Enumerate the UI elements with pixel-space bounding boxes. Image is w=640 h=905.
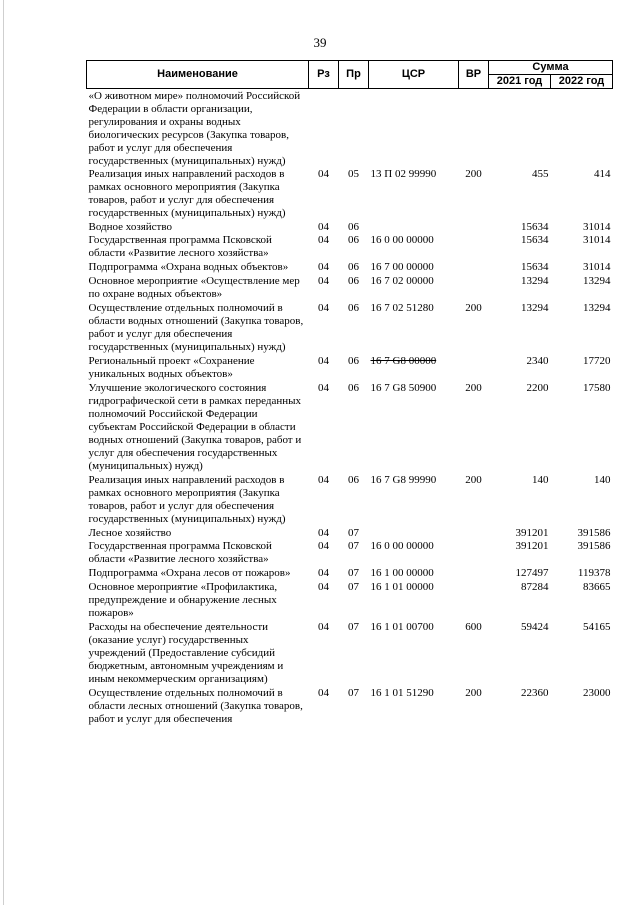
row-csr	[369, 526, 459, 540]
row-sum-2022: 391586	[577, 527, 611, 539]
page-number: 39	[313, 35, 327, 50]
row-vr	[459, 234, 489, 260]
row-rz: 04	[318, 621, 329, 633]
row-csr: 13 П 02 99990	[370, 168, 437, 180]
header-sum: Сумма	[489, 61, 613, 75]
row-pr: 06	[348, 275, 359, 287]
header-pr: Пр	[339, 61, 369, 89]
table-row	[87, 168, 613, 220]
table-row	[87, 580, 613, 620]
row-pr: 07	[348, 621, 359, 633]
row-sum-2021: 13294	[521, 275, 549, 287]
table-row	[87, 301, 613, 354]
row-vr: 600	[465, 621, 482, 633]
row-csr: 16 1 01 00700	[370, 621, 434, 633]
table-row	[87, 526, 613, 540]
row-name: Региональный проект «Сохранение уникальных водных объектов»	[88, 355, 255, 380]
row-pr: 06	[348, 234, 359, 246]
row-sum-2021: 2340	[526, 355, 549, 367]
row-sum-2021: 140	[532, 474, 549, 486]
row-name: Государственная программа Псковской области «Развитие лесного хозяйства»	[88, 540, 272, 565]
row-rz: 04	[318, 474, 329, 486]
row-csr: 16 0 00 00000	[370, 540, 434, 552]
table-row	[87, 566, 613, 580]
row-vr	[459, 260, 489, 274]
row-sum-2022: 31014	[583, 221, 611, 233]
row-rz: 04	[318, 355, 329, 367]
row-vr	[459, 354, 489, 381]
row-name: Расходы на обеспечение деятельности (оказание услуг) государственных учреждений (Предоставление субсидий бюджетным, автономным учреждениям и иным некоммерческим организациям)	[88, 621, 284, 685]
row-sum-2021: 391201	[515, 540, 549, 552]
row-csr: 16 7 02 00000	[370, 275, 434, 287]
row-rz: 04	[318, 302, 329, 314]
row-sum-2022: 31014	[583, 234, 611, 246]
table-row	[87, 354, 613, 381]
row-pr: 07	[348, 540, 359, 552]
row-sum-2021: 127497	[515, 567, 549, 579]
row-csr: 16 7 G8 50900	[370, 382, 437, 394]
row-vr	[459, 220, 489, 234]
row-sum-2022: 17580	[583, 382, 611, 394]
row-csr: 16 7 G8 99990	[370, 474, 437, 486]
row-name: Основное мероприятие «Профилактика, предупреждение и обнаружение лесных пожаров»	[88, 581, 278, 619]
row-pr: 07	[348, 687, 359, 699]
table-row	[87, 473, 613, 526]
row-pr: 06	[348, 261, 359, 273]
row-vr	[459, 540, 489, 566]
row-name: Осуществление отдельных полномочий в области водных отношений (Закупка товаров, работ и услуг для обеспечения государственных (муниципальных) нужд)	[88, 302, 304, 353]
header-name: Наименование	[87, 61, 309, 89]
table-row	[87, 381, 613, 473]
row-name: Лесное хозяйство	[88, 527, 172, 539]
row-sum-2021	[489, 89, 551, 169]
row-rz: 04	[318, 275, 329, 287]
row-vr: 200	[465, 474, 482, 486]
row-sum-2021: 15634	[521, 234, 549, 246]
row-sum-2022: 119378	[577, 567, 611, 579]
row-sum-2022: 140	[594, 474, 611, 486]
row-csr: 16 7 G8 00000	[370, 355, 437, 367]
row-pr: 07	[348, 581, 359, 593]
row-csr: 16 1 01 51290	[370, 687, 434, 699]
header-csr: ЦСР	[369, 61, 459, 89]
row-rz: 04	[318, 567, 329, 579]
row-sum-2022: 17720	[583, 355, 611, 367]
row-name: Государственная программа Псковской области «Развитие лесного хозяйства»	[88, 234, 272, 259]
row-name: Реализация иных направлений расходов в рамках основного мероприятия (Закупка товаров, работ и услуг для обеспечения государственных (муниципальных) нужд)	[88, 168, 286, 219]
table-row	[87, 89, 613, 169]
row-name: Водное хозяйство	[88, 221, 172, 233]
row-pr: 06	[348, 302, 359, 314]
row-name: Основное мероприятие «Осуществление мер по охране водных объектов»	[88, 275, 300, 300]
row-rz: 04	[318, 221, 329, 233]
row-pr	[339, 89, 369, 169]
row-sum-2021: 87284	[521, 581, 549, 593]
row-name: Подпрограмма «Охрана водных объектов»	[88, 261, 289, 273]
row-pr: 06	[348, 474, 359, 486]
row-sum-2021: 22360	[521, 687, 549, 699]
header-vr: ВР	[459, 61, 489, 89]
row-sum-2022	[551, 89, 613, 169]
row-vr	[459, 580, 489, 620]
row-csr: 16 1 00 00000	[370, 567, 434, 579]
row-sum-2021: 391201	[515, 527, 549, 539]
header-rz: Рз	[309, 61, 339, 89]
row-sum-2021: 59424	[521, 621, 549, 633]
row-rz: 04	[318, 540, 329, 552]
row-name: «О животном мире» полномочий Российской Федерации в области организации, регулирования и охраны водных биологических ресурсов (Закупка товаров, работ и услуг для обеспечения государственных (муниципальных) нужд)	[88, 90, 301, 167]
row-vr	[459, 89, 489, 169]
row-vr	[459, 566, 489, 580]
row-name: Улучшение экологического состояния гидрографической сети в рамках переданных полномочий Российской Федерации субъектам Российской Федерации в области водных отношений (Закупка товаров, работ и услуг для обеспечения государственных (муниципальных) нужд)	[88, 382, 302, 472]
row-sum-2022: 391586	[577, 540, 611, 552]
table-row	[87, 540, 613, 566]
row-sum-2021: 2200	[526, 382, 549, 394]
row-rz: 04	[318, 581, 329, 593]
row-pr: 06	[348, 382, 359, 394]
row-sum-2022: 31014	[583, 261, 611, 273]
table-row	[87, 260, 613, 274]
row-csr: 16 1 01 00000	[370, 581, 434, 593]
table-row	[87, 220, 613, 234]
header-2022: 2022 год	[551, 75, 613, 89]
row-name: Осуществление отдельных полномочий в области лесных отношений (Закупка товаров, работ и услуг для обеспечения	[88, 687, 303, 725]
row-rz: 04	[318, 168, 329, 180]
row-name: Реализация иных направлений расходов в рамках основного мероприятия (Закупка товаров, работ и услуг для обеспечения государственных (муниципальных) нужд)	[88, 474, 286, 525]
row-sum-2021: 455	[532, 168, 549, 180]
row-sum-2022: 13294	[583, 302, 611, 314]
row-sum-2022: 23000	[583, 687, 611, 699]
budget-table	[86, 60, 613, 726]
row-sum-2021: 15634	[521, 261, 549, 273]
row-sum-2022: 414	[594, 168, 611, 180]
row-rz: 04	[318, 687, 329, 699]
row-vr: 200	[465, 168, 482, 180]
table-row	[87, 686, 613, 726]
row-csr: 16 7 02 51280	[370, 302, 434, 314]
row-csr: 16 0 00 00000	[370, 234, 434, 246]
row-vr: 200	[465, 302, 482, 314]
row-pr: 06	[348, 221, 359, 233]
row-vr: 200	[465, 382, 482, 394]
table-row	[87, 274, 613, 301]
row-pr: 07	[348, 567, 359, 579]
row-vr	[459, 274, 489, 301]
row-csr: 16 7 00 00000	[370, 261, 434, 273]
row-csr	[369, 220, 459, 234]
row-pr: 06	[348, 355, 359, 367]
row-csr	[369, 89, 459, 169]
row-sum-2022: 13294	[583, 275, 611, 287]
row-rz: 04	[318, 527, 329, 539]
row-sum-2021: 13294	[521, 302, 549, 314]
row-rz	[309, 89, 339, 169]
table-row	[87, 620, 613, 686]
row-sum-2021: 15634	[521, 221, 549, 233]
row-rz: 04	[318, 261, 329, 273]
row-pr: 07	[348, 527, 359, 539]
header-2021: 2021 год	[489, 75, 551, 89]
row-vr	[459, 526, 489, 540]
row-sum-2022: 54165	[583, 621, 611, 633]
row-name: Подпрограмма «Охрана лесов от пожаров»	[88, 567, 291, 579]
row-pr: 05	[348, 168, 359, 180]
table-row	[87, 234, 613, 260]
page-edge	[3, 0, 4, 905]
row-rz: 04	[318, 382, 329, 394]
row-vr: 200	[465, 687, 482, 699]
row-sum-2022: 83665	[583, 581, 611, 593]
row-rz: 04	[318, 234, 329, 246]
